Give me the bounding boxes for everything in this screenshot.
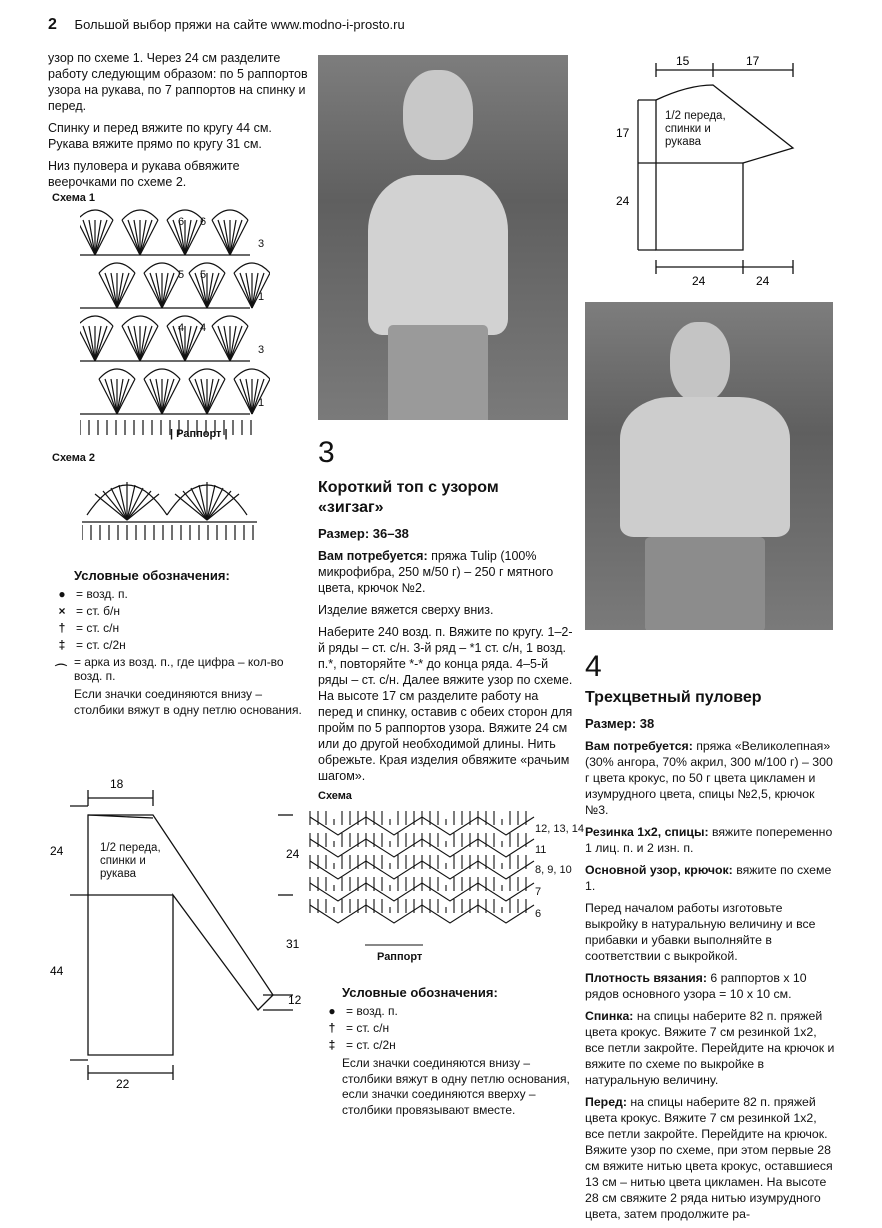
mid-legend-symbol: ‡ <box>328 1038 336 1052</box>
scheme1-stitch <box>230 326 242 361</box>
rp-bottom-right: 24 <box>756 274 770 288</box>
s3-need-label: Вам потребуется: <box>318 549 428 563</box>
left-legend-row <box>48 621 310 635</box>
s3-scheme-label: Схема <box>318 790 352 802</box>
scheme1-stitch <box>105 273 117 308</box>
s3-p1: Изделие вяжется сверху вниз. <box>318 603 494 617</box>
scheme1-arc <box>167 210 203 220</box>
scheme1-stitch <box>95 220 107 255</box>
mid-legend-text: = ст. с/н <box>346 1021 390 1035</box>
s4-front-label: Перед: <box>585 1095 627 1109</box>
left-legend-note: Если значки соединяются внизу – столбики вяжут в одну петлю основания. <box>74 687 302 717</box>
mid-legend-row <box>318 1004 573 1018</box>
scheme1-arc-count: 5 <box>178 269 185 281</box>
left-legend-text: = ст. с/2н <box>76 638 126 652</box>
lp-left-upper: 24 <box>50 844 64 858</box>
mid-legend-symbol: ● <box>328 1004 336 1018</box>
s4-density-text: 6 раппортов х 10 рядов основного узора = 10 х 10 см. <box>585 971 807 1001</box>
scheme1-stitch <box>150 379 162 414</box>
section3-size: Размер: 36–38 <box>318 526 409 541</box>
page-number: 2 <box>48 16 57 33</box>
scheme1-rapport-label: Раппорт <box>176 428 222 440</box>
scheme1-stitch <box>140 220 152 255</box>
scheme1-stitch <box>128 326 140 361</box>
scheme1-arc <box>234 263 270 273</box>
s3-row-number: 7 <box>535 886 542 898</box>
scheme1-row-number: 1 <box>258 291 265 303</box>
section4-number: 4 <box>585 650 602 683</box>
s4-front-text: на спицы наберите 82 п. пряжей цвета крокус. Вяжите 7 см резинкой 1х2, все петли закройте. Перейдите на крючок. Вяжите узор по схеме, при этом первые 28 см вяжите нитью цвета крокус, оставшиеся 13 см – нитью цвета цикламен. На высоте 28 см свяжите 2 ряда нитью изумрудного цвета, затем продолжите ра- <box>585 1095 833 1221</box>
scheme1-label: Схема 1 <box>52 192 96 204</box>
left-legend-symbol: † <box>58 621 66 635</box>
s3-row-number: 11 <box>535 844 547 856</box>
scheme1-arc-count: 6 <box>178 216 185 228</box>
scheme1-stitch <box>185 326 197 361</box>
scheme1-arc <box>99 263 135 273</box>
mid-legend-items <box>318 1004 573 1052</box>
right-pattern-diagram <box>608 55 808 290</box>
section3-number: 3 <box>318 436 335 469</box>
scheme1-arc <box>80 316 113 326</box>
scheme2-diagram <box>82 460 272 550</box>
scheme1-arc <box>167 316 203 326</box>
scheme1-arc <box>99 369 135 379</box>
rp-top-left: 15 <box>676 55 690 68</box>
s4-back-label: Спинка: <box>585 1009 634 1023</box>
left-legend-symbol: ● <box>58 587 66 601</box>
scheme1-stitch <box>117 273 129 308</box>
left-legend-symbol: ‡ <box>58 638 66 652</box>
scheme1-arc-count: 4 <box>200 322 207 334</box>
scheme1-stitch <box>218 220 230 255</box>
scheme1-row-number: 3 <box>258 238 265 250</box>
scheme1-arc <box>234 369 270 379</box>
s4-main-label: Основной узор, крючок: <box>585 863 733 877</box>
scheme1-arc-count: 4 <box>178 322 185 334</box>
scheme1-rapport: | Раппорт | <box>170 428 228 440</box>
left-legend-symbol: × <box>58 604 66 618</box>
s4-density-label: Плотность вязания: <box>585 971 707 985</box>
model-photo-top <box>318 55 568 420</box>
scheme1-row-number: 3 <box>258 344 265 356</box>
rp-label: 1/2 переда, спинки и рукава <box>665 110 726 148</box>
left-intro <box>48 50 310 196</box>
scheme1-arc <box>122 210 158 220</box>
rp-top-right: 17 <box>746 55 760 68</box>
s4-need-label: Вам потребуется: <box>585 739 693 753</box>
scheme1-arc <box>144 369 180 379</box>
scheme1-arc <box>80 210 113 220</box>
scheme1-stitch <box>240 273 252 308</box>
scheme1-arc <box>212 316 248 326</box>
section4-size: Размер: 38 <box>585 716 655 731</box>
mid-legend-row <box>318 1038 573 1052</box>
scheme1-stitch <box>105 379 117 414</box>
left-legend-items <box>48 587 310 683</box>
left-para3: Низ пуловера и рукава обвяжите веерочками по схеме 2. <box>48 159 240 189</box>
lp-label: 1/2 переда, спинки и рукава <box>100 842 161 880</box>
scheme1-stitch <box>162 379 174 414</box>
s4-rib-text: вяжите попеременно 1 лиц. п. и 2 изн. п. <box>585 825 833 855</box>
mid-legend-note: Если значки соединяются внизу – столбики вяжут в одну петлю основания, если значки соединяются вверху – столбики провязывают вместе. <box>342 1056 570 1117</box>
mid-legend-title: Условные обозначения: <box>342 985 498 1000</box>
left-legend-row <box>48 655 310 683</box>
left-legend-text: = возд. п. <box>76 587 128 601</box>
section4-text <box>585 738 835 1228</box>
mid-legend <box>318 985 573 1118</box>
section4-title: Трехцветный пуловер <box>585 689 762 706</box>
scheme1-stitch <box>95 326 107 361</box>
left-legend-text: = ст. с/н <box>76 621 120 635</box>
s4-back-text: на спицы наберите 82 п. пряжей цвета крокус. Вяжите 7 см резинкой 1х2, все петли закройте. Перейдите на крючок и вяжите по схеме по выкройке в натуральную величину. <box>585 1009 835 1087</box>
scheme1-arc <box>212 210 248 220</box>
rp-bottom-left: 24 <box>692 274 706 288</box>
left-para2: Спинку и перед вяжите по кругу 44 см. Рукава вяжите прямо по кругу 31 см. <box>48 121 272 151</box>
scheme1-stitch <box>83 326 95 361</box>
lp-right-upper: 24 <box>286 847 300 861</box>
rp-left-upper: 17 <box>616 126 630 140</box>
s4-main-text: вяжите по схеме 1. <box>585 863 832 893</box>
header-text: Большой выбор пряжи на сайте www.modno-i-prosto.ru <box>74 17 405 32</box>
scheme1-row-number: 1 <box>258 397 265 409</box>
left-legend-title: Условные обозначения: <box>74 568 230 583</box>
scheme1-stitch <box>128 220 140 255</box>
s3-scheme-diagram <box>305 805 585 965</box>
scheme1-stitch <box>207 379 219 414</box>
mid-legend-row <box>318 1021 573 1035</box>
lp-left-lower: 44 <box>50 964 64 978</box>
left-legend-text: = арка из возд. п., где цифра – кол-во возд. п. <box>73 655 284 683</box>
scheme1-stitch <box>218 326 230 361</box>
scheme1-arc <box>189 263 225 273</box>
section3-text <box>318 548 573 790</box>
left-para1: узор по схеме 1. Через 24 см разделите работу следующим образом: по 5 раппортов узора на рукава, по 7 раппортов на спинку и перед. <box>48 51 308 113</box>
scheme1-stitch <box>162 273 174 308</box>
mid-legend-text: = ст. с/2н <box>346 1038 396 1052</box>
s3-need-text: пряжа Tulip (100% микрофибра, 250 м/50 г) – 250 г мятного цвета, крючок №2. <box>318 549 554 595</box>
section3-title: Короткий топ с узором «зигзаг» <box>318 479 499 516</box>
scheme2-label: Схема 2 <box>52 452 96 464</box>
scheme1-arc <box>144 263 180 273</box>
mid-legend-symbol: † <box>328 1021 336 1035</box>
scheme1-diagram <box>80 205 270 450</box>
lp-top: 18 <box>110 777 124 791</box>
lp-right-small: 12 <box>288 993 302 1007</box>
scheme1-arc-count: 5 <box>200 269 207 281</box>
model-photo-bottom <box>585 302 833 630</box>
s3-rapport-label: Раппорт <box>377 951 423 963</box>
scheme1-stitch <box>140 326 152 361</box>
s3-row-number: 8, 9, 10 <box>535 864 572 876</box>
scheme1-stitch <box>185 220 197 255</box>
left-pattern-diagram <box>48 770 318 1090</box>
s4-p1: Перед началом работы изготовьте выкройку в натуральную величину и все прибавки и убавки выполняйте в соответствии с выкройкой. <box>585 901 816 963</box>
rp-left-lower: 24 <box>616 194 630 208</box>
left-legend-symbol: ⌒ <box>54 662 67 677</box>
s3-p2: Наберите 240 возд. п. Вяжите по кругу. 1–2-й ряды – ст. с/н. 3-й ряд – *1 ст. с/н, 1 возд. п.*, повторяйте *-* до конца ряда. 4–5-й ряды – ст. с/н. Далее вяжите узор по схеме. На высоте 17 см разделите работу на перед и спинку, оставив с обеих сторон для пройм по 5 раппортов узора. Вяжите 24 см или до другой необходимой длины. Нить обрежьте. Края изделия обвяжите «рачьим шагом». <box>318 625 573 783</box>
scheme1-stitch <box>117 379 129 414</box>
left-legend <box>48 568 310 718</box>
left-legend-row <box>48 587 310 601</box>
page-header <box>48 16 848 34</box>
left-legend-text: = ст. б/н <box>76 604 121 618</box>
left-legend-row <box>48 638 310 652</box>
s4-rib-label: Резинка 1х2, спицы: <box>585 825 709 839</box>
scheme1-stitch <box>240 379 252 414</box>
scheme1-arc <box>122 316 158 326</box>
lp-right-mid: 31 <box>286 937 300 951</box>
scheme1-arc <box>189 369 225 379</box>
scheme1-stitch <box>195 379 207 414</box>
scheme1-stitch <box>230 220 242 255</box>
scheme1-stitch <box>83 220 95 255</box>
scheme1-arc-count: 6 <box>200 216 207 228</box>
s3-row-number: 6 <box>535 908 542 920</box>
lp-bottom: 22 <box>116 1077 130 1090</box>
scheme1-stitch <box>150 273 162 308</box>
s4-need-text: пряжа «Великолепная» (30% ангора, 70% акрил, 300 м/100 г) – 300 г цвета крокус, по 50 г цвета цикламен и изумрудного цвета, спицы №2,5, крючок №3. <box>585 739 833 817</box>
scheme1-stitch <box>207 273 219 308</box>
left-legend-row <box>48 604 310 618</box>
s3-row-number: 12, 13, 14 <box>535 823 584 835</box>
mid-legend-text: = возд. п. <box>346 1004 398 1018</box>
